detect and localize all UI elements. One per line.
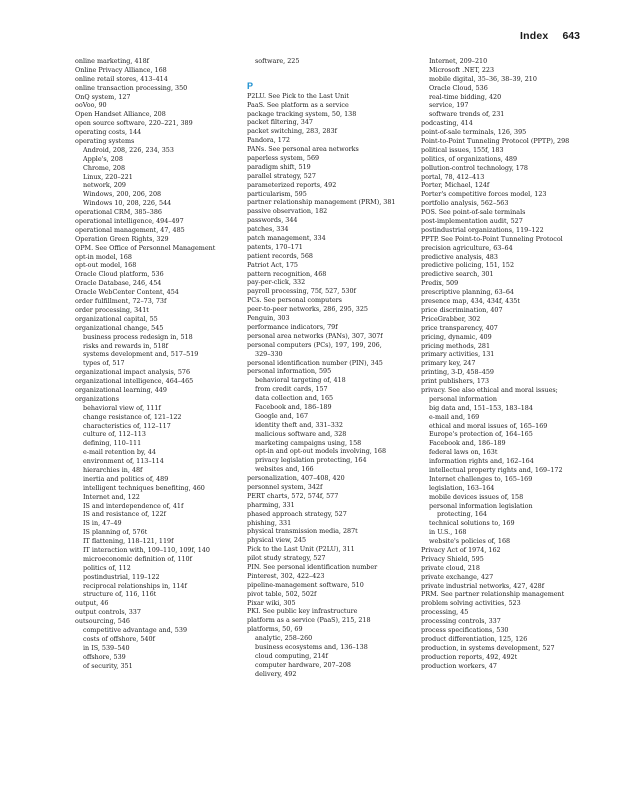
index-subentry: environment of, 113–114 (83, 457, 164, 466)
index-entry: outsourcing, 546 (75, 617, 130, 626)
index-subentry: malicious software and, 328 (255, 429, 347, 438)
index-entry: Oracle Cloud platform, 536 (75, 270, 164, 279)
index-subentry: IS and interdependence of, 41f (83, 501, 184, 510)
index-subentry: IS in, 47–49 (83, 519, 122, 528)
index-entry: pricing, dynamic, 409 (421, 332, 492, 341)
index-entry: print publishers, 173 (421, 377, 490, 386)
index-subentry: in IS, 539–540 (83, 643, 130, 652)
index-entry: predictive policing, 151, 152 (421, 261, 515, 270)
index-entry: platform as a service (PaaS), 215, 218 (247, 616, 371, 625)
index-entry: Online Privacy Alliance, 168 (75, 65, 167, 74)
index-entry: passive observation, 182 (247, 207, 328, 216)
index-subentry: software, 225 (255, 57, 300, 65)
index-entry: personal information, 595 (247, 367, 332, 376)
index-subentry: of security, 351 (83, 661, 133, 670)
index-entry: PPTP. See Point-to-Point Tunneling Protocol (421, 234, 563, 243)
index-entry: operational CRM, 385–386 (75, 208, 162, 217)
index-subentry: hierarchies in, 48f (83, 465, 143, 474)
index-subentry: websites and, 166 (255, 465, 314, 474)
index-subentry: Facebook and, 186–189 (255, 402, 332, 411)
index-subentry: information rights and, 162–164 (429, 457, 534, 466)
index-entry: operating costs, 144 (75, 128, 142, 137)
index-entry: processing, 45 (421, 608, 469, 617)
index-entry: patient records, 568 (247, 251, 313, 260)
index-entry: organizational change, 545 (75, 323, 164, 332)
index-subentry: postindustrial, 119–122 (83, 572, 160, 581)
index-entry: Privacy Act of 1974, 162 (421, 545, 501, 554)
index-subentry: data collection and, 165 (255, 394, 334, 403)
index-subentry: inertia and politics of, 489 (83, 474, 169, 483)
index-entry: Pixar wiki, 305 (247, 598, 296, 607)
index-entry: pattern recognition, 468 (247, 269, 327, 278)
index-subentry: software trends of, 231 (429, 110, 505, 119)
index-subentry: Apple's, 208 (83, 154, 123, 163)
index-subentry: offshore, 539 (83, 652, 126, 661)
index-entry: parameterized reports, 492 (247, 180, 337, 189)
index-subentry: website's policies of, 168 (429, 537, 511, 546)
index-entry: output controls, 337 (75, 608, 141, 617)
index-subentry: structure of, 116, 116t (83, 590, 157, 599)
index-subentry: legislation, 163–164 (429, 483, 495, 492)
index-entry: product differentiation, 125, 126 (421, 634, 528, 643)
index-subentry: network, 209 (83, 181, 126, 190)
index-entry: performance indicators, 79f (247, 322, 338, 331)
index-entry: Oracle Database, 246, 454 (75, 279, 162, 288)
index-entry: PKI. See public key infrastructure (247, 607, 358, 616)
index-entry: paperless system, 569 (247, 154, 320, 163)
index-entry: prescriptive planning, 63–64 (421, 288, 514, 297)
index-entry: particularism, 595 (247, 189, 307, 198)
index-subentry: IS planning of, 576t (83, 528, 148, 537)
index-subentry: intellectual property rights and, 169–172 (429, 465, 563, 474)
index-subentry: federal laws on, 163t (429, 448, 498, 457)
index-entry: physical view, 245 (247, 536, 307, 545)
index-entry: problem solving activities, 523 (421, 599, 521, 608)
index-entry: process specifications, 530 (421, 626, 509, 634)
index-entry: Privacy Shield, 595 (421, 554, 484, 563)
index-entry: Penguin, 303 (247, 314, 290, 323)
index-entry: organizational capital, 55 (75, 314, 158, 323)
index-entry: private exchange, 427 (421, 572, 494, 581)
index-entry: phishing, 331 (247, 518, 292, 527)
index-subentry: Windows 10, 208, 226, 544 (83, 199, 172, 208)
index-entry: PERT charts, 572, 574f, 577 (247, 491, 339, 500)
index-entry: Oracle WebCenter Content, 454 (75, 288, 179, 297)
index-subentry: big data and, 151–153, 183–184 (429, 403, 533, 412)
index-subentry: privacy legislation protecting, 164 (255, 456, 367, 465)
index-subentry: from credit cards, 157 (255, 385, 328, 394)
index-entry: operational management, 47, 485 (75, 225, 185, 234)
index-entry: predictive analysis, 483 (421, 252, 498, 261)
index-column-1 (75, 57, 255, 670)
index-subentry: Internet and, 122 (83, 492, 140, 501)
index-entry: Porter's competitive forces model, 123 (421, 190, 547, 199)
index-subentry: protecting, 164 (437, 510, 488, 519)
index-entry: production reports, 492, 492t (421, 652, 518, 661)
index-subentry: identity theft and, 331–332 (255, 420, 343, 429)
index-entry: Porter, Michael, 124f (421, 181, 490, 190)
index-entry: order fulfillment, 72–73, 73f (75, 297, 167, 306)
index-entry: pharming, 331 (247, 500, 295, 509)
index-subentry: Internet challenges to, 165–169 (429, 474, 533, 483)
index-entry: physical transmission media, 287t (247, 527, 358, 536)
index-entry: primary activities, 131 (421, 350, 495, 359)
index-entry: PriceGrabber, 302 (421, 314, 481, 323)
index-subentry: intelligent techniques benefiting, 460 (83, 483, 205, 492)
index-subentry: behavioral view of, 111f (83, 403, 161, 412)
index-entry: production, in systems development, 527 (421, 643, 555, 652)
index-subentry: risks and rewards in, 518f (83, 341, 168, 350)
index-entry: organizations (75, 394, 119, 403)
index-entry: operational intelligence, 494–497 (75, 217, 184, 226)
index-entry: predictive search, 301 (421, 270, 494, 279)
index-entry: postindustrial organizations, 119–122 (421, 225, 544, 234)
index-entry: patches, 334 (247, 225, 289, 234)
index-entry: presence map, 434, 434f, 435t (421, 297, 520, 306)
index-entry: pay-per-click, 332 (247, 278, 306, 287)
index-subentry: Europe's protection of, 164–165 (429, 430, 533, 439)
index-subentry: service, 197 (429, 101, 469, 110)
index-subentry: IS and resistance of, 122f (83, 510, 166, 519)
index-subentry: real-time bidding, 420 (429, 92, 502, 101)
index-entry: organizational impact analysis, 576 (75, 368, 191, 377)
index-entry: packet filtering, 347 (247, 118, 313, 127)
index-subentry: in U.S., 168 (429, 528, 467, 537)
index-entry: PaaS. See platform as a service (247, 100, 349, 109)
index-subentry: Oracle Cloud, 536 (429, 83, 488, 92)
index-subentry: e-mail retention by, 44 (83, 448, 156, 457)
index-columns (0, 57, 617, 787)
index-entry: Patriot Act, 175 (247, 260, 298, 269)
letter-heading: P (247, 80, 254, 91)
index-subentry: opt-in and opt-out models involving, 168 (255, 447, 387, 456)
index-entry: online transaction processing, 350 (75, 83, 188, 92)
index-entry: portal, 78, 412–413 (421, 172, 485, 181)
index-entry: order processing, 341t (75, 305, 149, 314)
index-subentry: personal information (429, 394, 497, 403)
index-entry: processing controls, 337 (421, 617, 501, 626)
index-entry: Pandora, 172 (247, 136, 291, 145)
index-entry: open source software, 220–221, 389 (75, 119, 193, 128)
index-entry (247, 66, 427, 75)
index-subentry: change resistance of, 121–122 (83, 412, 182, 421)
index-entry: personal area networks (PANs), 307, 307f (247, 331, 383, 340)
index-subentry: business ecosystems and, 136–138 (255, 643, 368, 651)
section-title: Index (520, 30, 549, 42)
index-entry: primary key, 247 (421, 359, 476, 368)
index-column-2 (247, 57, 427, 679)
index-entry: private industrial networks, 427, 428f (421, 581, 545, 590)
page-header (520, 29, 580, 43)
index-entry: Point-to-Point Tunneling Protocol (PPTP), 298 (421, 137, 570, 146)
index-entry: price transparency, 407 (421, 323, 498, 332)
index-entry: P2LU. See Pick to the Last Unit (247, 91, 349, 100)
index-entry: pricing methods, 281 (421, 341, 491, 350)
index-entry: Pick to the Last Unit (P2LU), 311 (247, 545, 355, 554)
index-entry: online retail stores, 413–414 (75, 74, 168, 83)
index-entry: packet switching, 283, 283f (247, 127, 337, 136)
index-subentry: competitive advantage and, 539 (83, 626, 188, 634)
index-subentry: reciprocal relationships in, 114f (83, 581, 187, 590)
index-subentry: politics of, 112 (83, 563, 131, 572)
index-subentry: culture of, 112–113 (83, 430, 146, 439)
index-entry: pilot study strategy, 527 (247, 554, 326, 563)
index-entry: pipeline-management software, 510 (247, 580, 364, 589)
index-entry: POS. See point-of-sale terminals (421, 208, 526, 217)
index-subentry: costs of offshore, 540f (83, 634, 155, 643)
index-entry: production workers, 47 (421, 661, 497, 670)
index-entry: phased approach strategy, 527 (247, 509, 347, 518)
index-entry: organizational intelligence, 464–465 (75, 377, 194, 386)
index-entry: partner relationship management (PRM), 381 (247, 198, 396, 207)
index-subentry: analytic, 258–260 (255, 634, 313, 643)
index-subentry: e-mail and, 169 (429, 412, 480, 421)
index-entry: passwords, 344 (247, 216, 298, 225)
index-subentry: business process redesign in, 518 (83, 332, 193, 341)
index-subentry: types of, 517 (83, 359, 125, 368)
index-entry: podcasting, 414 (421, 119, 473, 128)
index-subentry: technical solutions to, 169 (429, 519, 515, 528)
index-entry: OPM. See Office of Personnel Management (75, 243, 216, 252)
index-subentry: systems development and, 517–519 (83, 350, 199, 359)
index-entry: operating systems (75, 137, 135, 146)
index-subentry: Android, 208, 226, 234, 353 (83, 145, 174, 154)
index-subentry: Chrome, 208 (83, 163, 126, 172)
index-entry: printing, 3-D, 458–459 (421, 368, 494, 377)
index-entry: patents, 170–171 (247, 242, 303, 251)
index-entry: platforms, 50, 69 (247, 625, 303, 634)
index-subentry: IT flattening, 118–121, 119f (83, 537, 174, 546)
index-subentry: marketing campaigns using, 158 (255, 438, 362, 447)
index-subentry: mobile digital, 35–36, 38–39, 210 (429, 74, 537, 83)
index-entry: political issues, 155f, 183 (421, 145, 504, 154)
index-subentry: behavioral targeting of, 418 (255, 376, 346, 385)
index-entry: personnel system, 342f (247, 482, 323, 491)
index-entry: Operation Green Rights, 329 (75, 234, 169, 243)
index-entry: PRM. See partner relationship management (421, 590, 565, 599)
index-entry: price discrimination, 407 (421, 305, 503, 314)
index-entry: OnQ system, 127 (75, 92, 131, 101)
index-subentry: Internet, 209–210 (429, 57, 488, 65)
index-subentry: 329–330 (255, 349, 283, 358)
index-subentry: characteristics of, 112–117 (83, 421, 171, 430)
index-subentry: Windows, 200, 206, 208 (83, 190, 162, 199)
index-entry: Open Handset Alliance, 208 (75, 110, 166, 119)
index-subentry: computer hardware, 207–208 (255, 660, 351, 669)
index-entry: payroll processing, 75f, 527, 530f (247, 287, 356, 296)
page-number: 643 (562, 30, 580, 42)
index-entry: politics, of organizations, 489 (421, 154, 518, 163)
index-subentry: delivery, 492 (255, 669, 297, 678)
index-entry: precision agriculture, 63–64 (421, 243, 513, 252)
index-entry: point-of-sale terminals, 126, 395 (421, 128, 527, 137)
index-entry: personalization, 407–408, 420 (247, 474, 345, 483)
index-subentry: Facebook and, 186–189 (429, 439, 506, 448)
index-entry: privacy. See also ethical and moral issues; (421, 385, 558, 394)
index-entry: pivot table, 502, 502f (247, 589, 317, 598)
index-entry: Predix, 509 (421, 279, 459, 288)
index-entry: parallel strategy, 527 (247, 171, 316, 180)
index-entry: PIN. See personal identification number (247, 562, 378, 571)
index-entry: Pinterest, 302, 422–423 (247, 571, 325, 580)
index-entry: pollution-control technology, 178 (421, 163, 528, 172)
index-entry: personal identification number (PIN), 345 (247, 358, 383, 367)
index-subentry: personal information legislation (429, 501, 533, 510)
index-entry: output, 46 (75, 599, 109, 608)
index-subentry: cloud computing, 214f (255, 651, 328, 660)
index-entry: package tracking system, 50, 138 (247, 109, 357, 118)
index-subentry: Linux, 220–221 (83, 172, 133, 181)
index-entry: organizational learning, 449 (75, 385, 167, 394)
index-entry: ooVoo, 90 (75, 101, 107, 110)
index-subentry: microeconomic definition of, 110f (83, 554, 192, 563)
index-subentry: defining, 110–111 (83, 439, 142, 448)
index-subentry: ethical and moral issues of, 165–169 (429, 421, 548, 430)
index-entry: opt-out model, 168 (75, 261, 137, 270)
index-column-3 (421, 57, 601, 670)
index-entry: post-implementation audit, 527 (421, 217, 523, 226)
index-subentry: IT interaction with, 109–110, 109f, 140 (83, 545, 210, 554)
index-entry: PCs. See personal computers (247, 296, 342, 305)
index-entry: online marketing, 418f (75, 57, 150, 65)
index-entry: PANs. See personal area networks (247, 145, 359, 154)
index-entry: patch management, 334 (247, 234, 326, 243)
index-entry: peer-to-peer networks, 286, 295, 325 (247, 305, 368, 314)
index-entry: personal computers (PCs), 197, 199, 206, (247, 340, 382, 349)
index-subentry: Microsoft .NET, 223 (429, 65, 495, 74)
index-entry: private cloud, 218 (421, 563, 480, 572)
index-subentry: mobile devices issues of, 158 (429, 492, 524, 501)
index-entry: portfolio analysis, 562–563 (421, 199, 509, 208)
index-entry: opt-in model, 168 (75, 252, 132, 261)
index-entry: paradigm shift, 519 (247, 162, 311, 171)
index-subentry: Google and, 167 (255, 411, 309, 420)
